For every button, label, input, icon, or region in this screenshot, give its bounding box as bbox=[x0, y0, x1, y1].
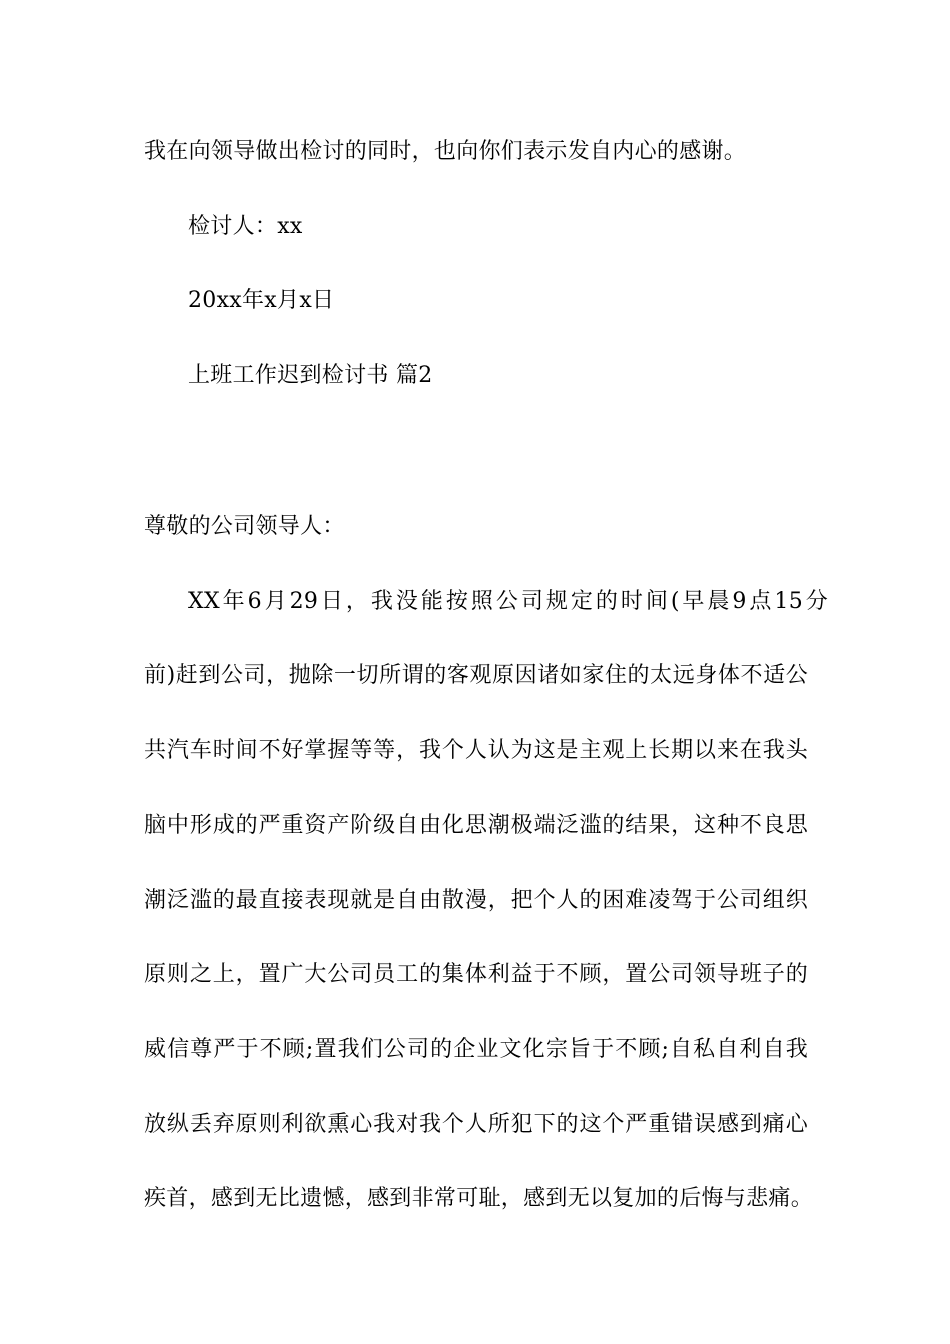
paragraph-line: 脑中形成的严重资产阶级自由化思潮极端泛滥的结果，这种不良思 bbox=[144, 813, 808, 838]
paragraph-line: XX年6月29日，我没能按照公司规定的时间(早晨9点15分 bbox=[188, 589, 828, 614]
text-line-thanks: 我在向领导做出检讨的同时，也向你们表示发自内心的感谢。 bbox=[144, 139, 747, 164]
paragraph-line: 潮泛滥的最直接表现就是自由散漫，把个人的困难凌驾于公司组织 bbox=[144, 888, 808, 913]
paragraph-line: 原则之上，置广大公司员工的集体利益于不顾，置公司领导班子的 bbox=[144, 962, 808, 987]
signature-line: 检讨人：xx bbox=[188, 214, 303, 239]
paragraph-line: 前)赶到公司，抛除一切所谓的客观原因诸如家住的太远身体不适公 bbox=[144, 663, 808, 688]
date-line: 20xx年x月x日 bbox=[188, 288, 335, 313]
paragraph-line: 共汽车时间不好掌握等等，我个人认为这是主观上长期以来在我头 bbox=[144, 738, 808, 763]
paragraph-line: 疾首，感到无比遗憾，感到非常可耻，感到无以复加的后悔与悲痛。 bbox=[144, 1186, 814, 1211]
salutation-line: 尊敬的公司领导人： bbox=[144, 514, 345, 539]
paragraph-line: 威信尊严于不顾;置我们公司的企业文化宗旨于不顾;自私自利自我 bbox=[144, 1037, 808, 1062]
section-title: 上班工作迟到检讨书 篇2 bbox=[188, 363, 433, 388]
paragraph-line: 放纵丢弃原则利欲熏心我对我个人所犯下的这个严重错误感到痛心 bbox=[144, 1112, 808, 1137]
